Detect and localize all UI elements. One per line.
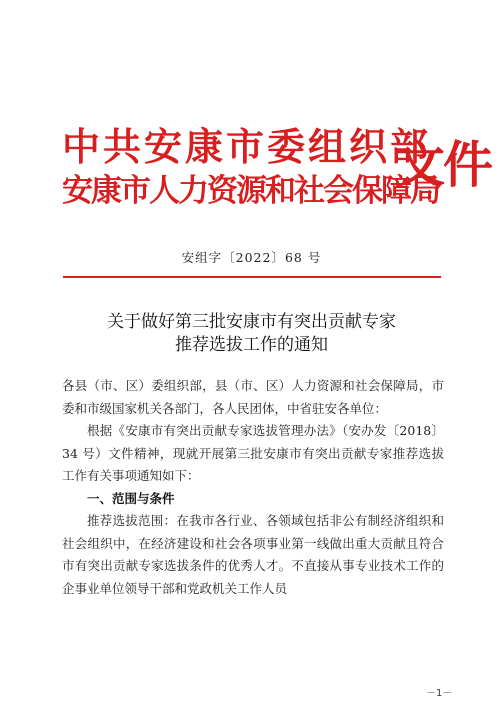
title-line-2: 推荐选拔工作的通知	[175, 335, 328, 355]
issuer-party-committee: 中共安康市委组织部	[62, 124, 432, 169]
document-title	[0, 311, 503, 357]
addressee-paragraph: 各县（市、区）委组织部，县（市、区）人力资源和社会保障局，市委和市级国家机关各部门，各人民团体，中省驻安各单位：	[62, 378, 444, 416]
page-number: －1－	[426, 688, 453, 699]
doc-type-label: 文件	[395, 135, 491, 194]
intro-paragraph: 根据《安康市有突出贡献专家选拔管理办法》（安办发〔2018〕34 号）文件精神，现就开展第三批安康市有突出贡献专家推荐选拔工作有关事项通知如下：	[62, 423, 444, 483]
title-line-1: 关于做好第三批安康市有突出贡献专家	[107, 312, 396, 332]
issuer-block	[62, 124, 439, 209]
scope-paragraph	[62, 510, 444, 600]
section-heading: 一、范围与条件	[87, 490, 175, 506]
red-divider	[63, 276, 441, 278]
document-number: 安组字〔2022〕68 号	[181, 250, 322, 265]
document-body	[62, 375, 444, 600]
scope-lead: 推荐选拔范围：	[87, 513, 177, 528]
scope-text: 在我市各行业、各领域包括非公有制经济组织和社会组织中，在经济建设和社会各项事业第一线做出重大贡献且符合市有突出贡献专家选拔条件的优秀人才。不直接从事专业技术工作的企事业单位领导干部和党政机关工作人员	[62, 513, 444, 596]
issuer-hr-bureau: 安康市人力资源和社会保障局	[62, 173, 439, 209]
